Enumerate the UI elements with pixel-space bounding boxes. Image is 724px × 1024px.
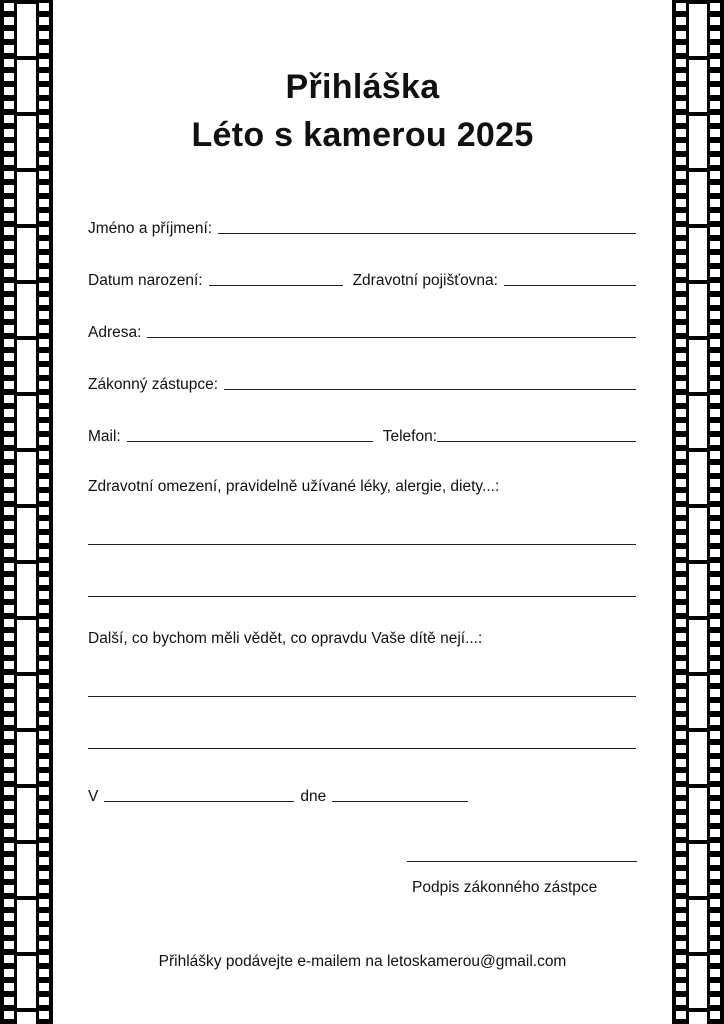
insurance-field[interactable] <box>504 285 636 286</box>
place-date-row <box>88 782 468 806</box>
guardian-label: Zákonný zástupce: <box>88 376 219 393</box>
form-subtitle: Léto s kamerou 2025 <box>191 116 534 154</box>
date-field[interactable] <box>332 801 468 802</box>
place-field[interactable] <box>104 801 294 802</box>
name-field[interactable] <box>218 233 636 234</box>
signature-field[interactable] <box>407 861 637 862</box>
date-label: dne <box>300 788 327 805</box>
filmstrip-left <box>0 0 53 1024</box>
name-row <box>88 214 636 238</box>
place-label: V <box>88 788 99 805</box>
film-perforations <box>39 0 49 1024</box>
guardian-field[interactable] <box>224 389 636 390</box>
name-label: Jméno a příjmení: <box>88 220 213 237</box>
film-perforations <box>710 0 720 1024</box>
health-field-line-1[interactable] <box>88 544 636 545</box>
insurance-label: Zdravotní pojišťovna: <box>352 272 498 289</box>
birthdate-insurance-row <box>88 266 636 290</box>
signature-label: Podpis zákonného zástpce <box>412 879 598 896</box>
film-frames <box>17 0 36 1024</box>
address-row <box>88 318 636 342</box>
birthdate-field[interactable] <box>209 285 343 286</box>
guardian-row <box>88 370 636 394</box>
health-label: Zdravotní omezení, pravidelně užívané léky, alergie, diety...: <box>88 478 500 495</box>
other-info-field-line-1[interactable] <box>88 696 636 697</box>
health-field-line-2[interactable] <box>88 596 636 597</box>
filmstrip-right <box>672 0 724 1024</box>
film-perforations <box>4 0 14 1024</box>
address-field[interactable] <box>147 337 636 338</box>
mail-field[interactable] <box>127 441 373 442</box>
phone-label: Telefon: <box>382 428 438 445</box>
contact-row <box>88 422 636 446</box>
address-label: Adresa: <box>88 324 142 341</box>
phone-field[interactable] <box>437 441 636 442</box>
mail-label: Mail: <box>88 428 121 445</box>
footer-note: Přihlášky podávejte e-mailem na letoskamerou@gmail.com <box>158 953 567 970</box>
form-title: Přihláška <box>285 68 440 106</box>
birthdate-label: Datum narození: <box>88 272 203 289</box>
film-frames <box>689 0 707 1024</box>
film-perforations <box>676 0 686 1024</box>
other-info-label: Další, co bychom měli vědět, co opravdu Vaše dítě nejí...: <box>88 630 483 647</box>
other-info-field-line-2[interactable] <box>88 748 636 749</box>
